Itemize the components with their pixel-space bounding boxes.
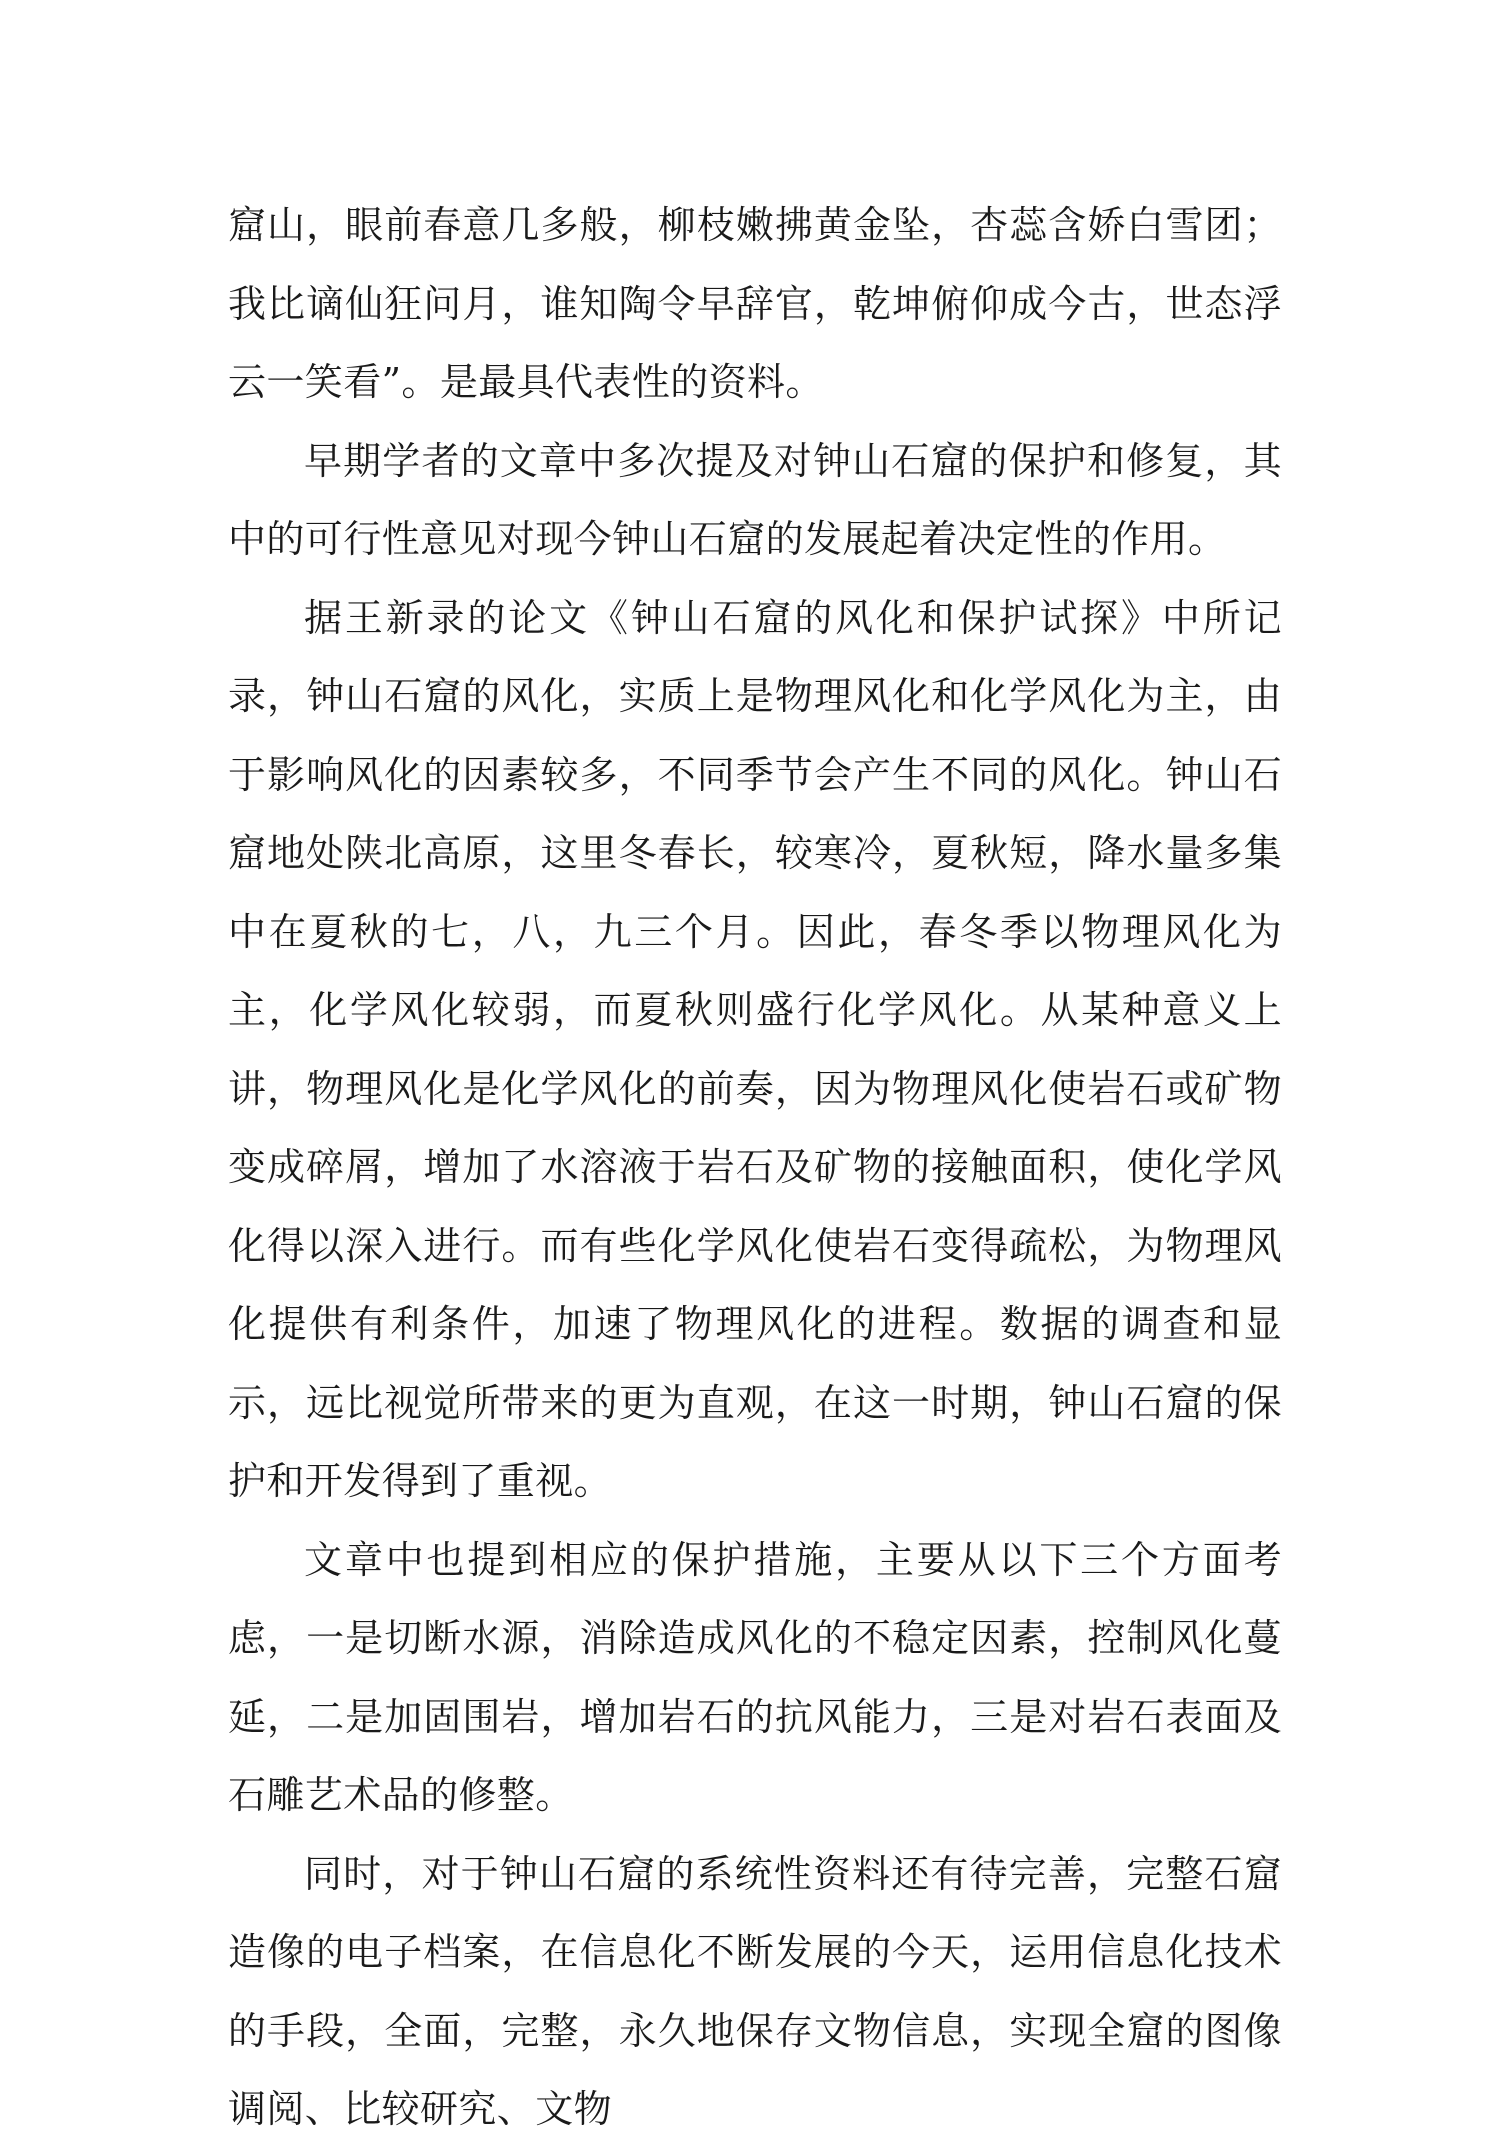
paragraph-digital-archive: 同时，对于钟山石窟的系统性资料还有待完善，完整石窟造像的电子档案，在信息化不断发展的今天，运用信息化技术的手段，全面，完整，永久地保存文物信息，实现全窟的图像调阅、比较研究、文物: [228, 1851, 1282, 2131]
paragraph-early-scholars: 早期学者的文章中多次提及对钟山石窟的保护和修复，其中的可行性意见对现今钟山石窟的发展起着决定性的作用。: [228, 438, 1282, 561]
paragraph-poem-continuation: 窟山，眼前春意几多般，柳枝嫩拂黄金坠，杏蕊含娇白雪团；我比谪仙狂问月，谁知陶令早辞官，乾坤俯仰成今古，世态浮云一笑看”。是最具代表性的资料。: [228, 203, 1282, 404]
paragraph-weathering-study: 据王新录的论文《钟山石窟的风化和保护试探》中所记录，钟山石窟的风化，实质上是物理风化和化学风化为主，由于影响风化的因素较多，不同季节会产生不同的风化。钟山石窟地处陕北高原，这里冬春长，较寒冷，夏秋短，降水量多集中在夏秋的七，八，九三个月。因此，春冬季以物理风化为主，化学风化较弱，而夏秋则盛行化学风化。从某种意义上讲，物理风化是化学风化的前奏，因为物理风化使岩石或矿物变成碎屑，增加了水溶液于岩石及矿物的接触面积，使化学风化得以深入进行。而有些化学风化使岩石变得疏松，为物理风化提供有利条件，加速了物理风化的进程。数据的调查和显示，远比视觉所带来的更为直观，在这一时期，钟山石窟的保护和开发得到了重视。: [228, 595, 1282, 1503]
document-body: [228, 186, 1282, 2149]
paragraph-protection-measures: 文章中也提到相应的保护措施，主要从以下三个方面考虑，一是切断水源，消除造成风化的不稳定因素，控制风化蔓延，二是加固围岩，增加岩石的抗风能力，三是对岩石表面及石雕艺术品的修整。: [228, 1537, 1282, 1817]
